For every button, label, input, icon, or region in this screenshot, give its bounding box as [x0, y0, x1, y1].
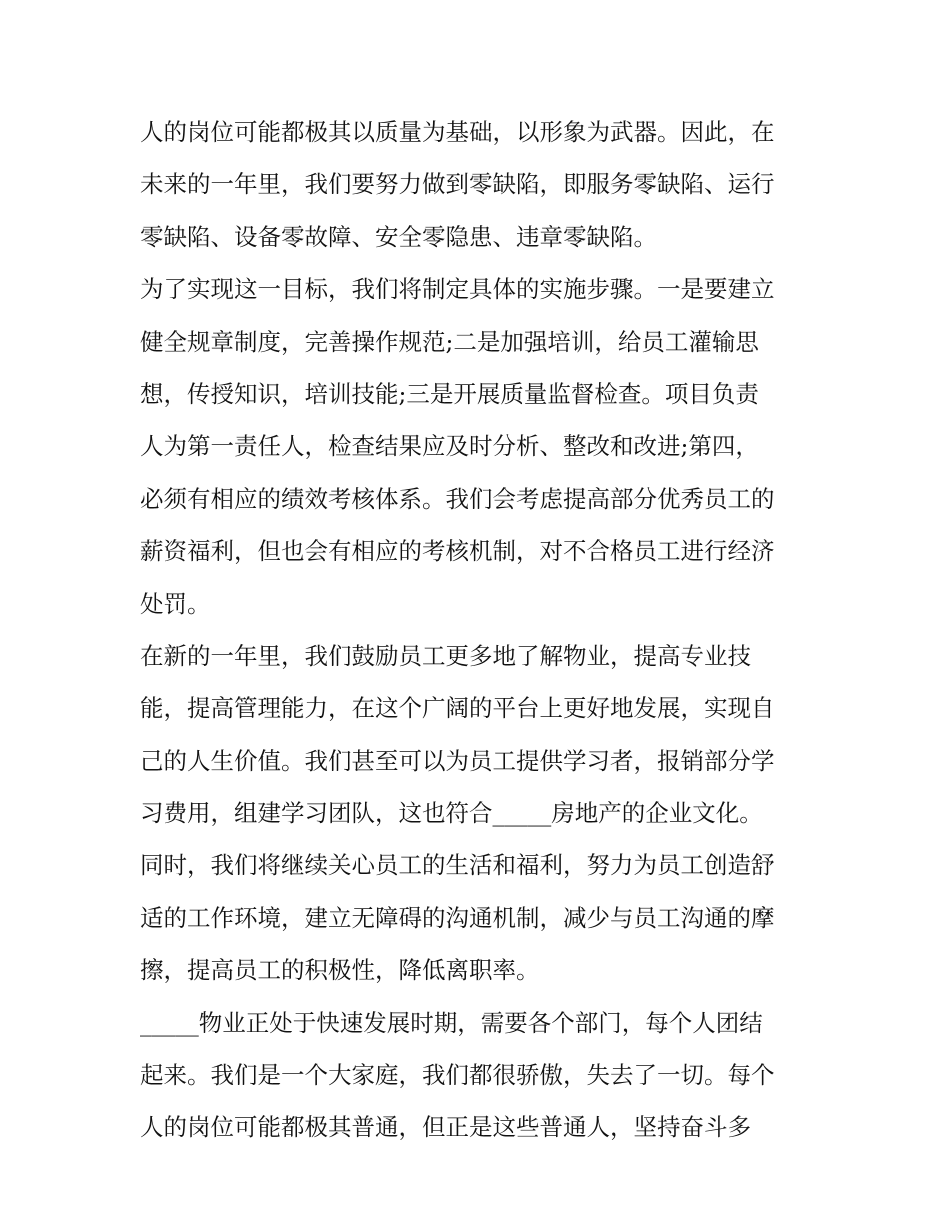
text-line: 零缺陷、设备零故障、安全零隐患、违章零缺陷。: [140, 222, 657, 251]
text-line: 起来。我们是一个大家庭，我们都很骄傲，失去了一切。每个: [140, 1061, 775, 1090]
text-line: 在新的一年里，我们鼓励员工更多地了解物业，提高专业技: [140, 641, 751, 670]
text-line: 擦，提高员工的积极性，降低离职率。: [140, 956, 540, 985]
text-line: 人为第一责任人，检查结果应及时分析、整改和改进;第四，: [140, 432, 759, 461]
text-line: 适的工作环境，建立无障碍的沟通机制，减少与员工沟通的摩: [140, 903, 775, 932]
text-line: 想，传授知识，培训技能;三是开展质量监督检查。项目负责: [140, 379, 759, 408]
text-line: 习费用，组建学习团队，这也符合_____房地产的企业文化。: [140, 799, 763, 828]
text-line: 同时，我们将继续关心员工的生活和福利，努力为员工创造舒: [140, 851, 775, 880]
text-line: 必须有相应的绩效考核体系。我们会考虑提高部分优秀员工的: [140, 484, 775, 513]
text-line: 未来的一年里，我们要努力做到零缺陷，即服务零缺陷、运行: [140, 170, 775, 199]
text-line: 人的岗位可能都极其普通，但正是这些普通人，坚持奋斗多: [140, 1113, 751, 1142]
text-line: _____物业正处于快速发展时期，需要各个部门，每个人团结: [140, 1008, 763, 1037]
text-line: 薪资福利，但也会有相应的考核机制，对不合格员工进行经济: [140, 537, 775, 566]
text-line: 能，提高管理能力，在这个广阔的平台上更好地发展，实现自: [140, 694, 775, 723]
document-body: [140, 106, 820, 1154]
text-line: 处罚。: [140, 589, 211, 618]
text-line: 己的人生价值。我们甚至可以为员工提供学习者，报销部分学: [140, 746, 775, 775]
text-line: 人的岗位可能都极其以质量为基础，以形象为武器。因此，在: [140, 118, 775, 146]
text-line: 为了实现这一目标，我们将制定具体的实施步骤。一是要建立: [140, 275, 775, 304]
text-line: 健全规章制度，完善操作规范;二是加强培训，给员工灌输思: [140, 327, 759, 356]
